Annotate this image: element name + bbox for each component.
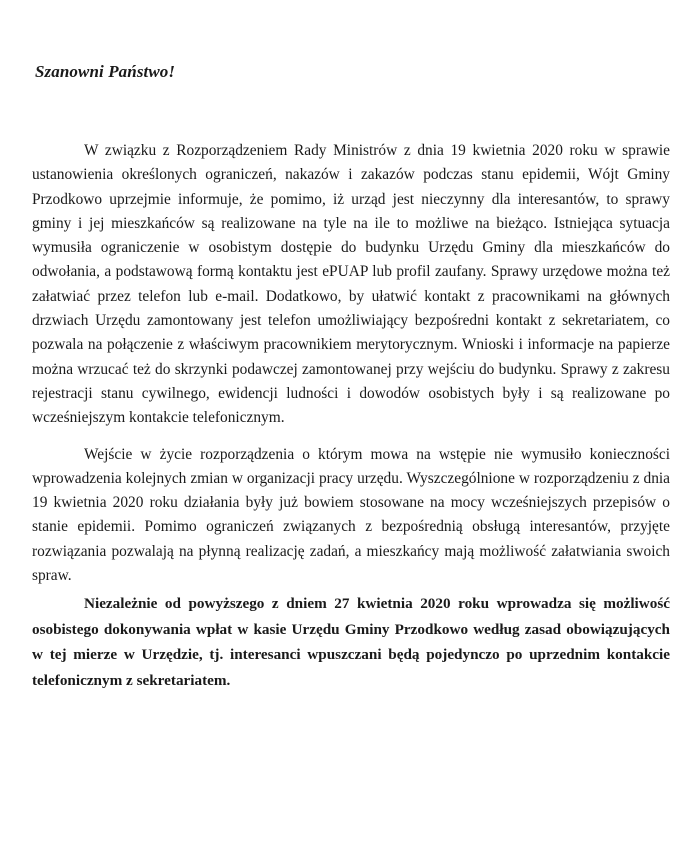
paragraph-regulation-info: W związku z Rozporządzeniem Rady Ministrów z dnia 19 kwietnia 2020 roku w sprawie ustanowienia określonych ograniczeń, nakazów i zakazów podczas stanu epidemii, Wójt Gminy Przodkowo uprzejmie informuje, że pomimo, iż urząd jest nieczynny dla interesantów, to sprawy gminy i jej mieszkańców są realizowane na tyle na ile to możliwe na bieżąco. Istniejąca sytuacja wymusiła ograniczenie w osobistym dostępie do budynku Urzędu Gminy dla mieszkańców do odwołania, a podstawową formą kontaktu jest ePUAP lub profil zaufany. Sprawy urzędowe można też załatwiać przez telefon lub e-mail. Dodatkowo, by ułatwić kontakt z pracownikami na głównych drzwiach Urzędu zamontowany jest telefon umożliwiający bezpośredni kontakt z sekretariatem, co pozwala na połączenie z właściwym pracownikiem merytorycznym. Wnioski i informacje na papierze można wrzucać też do skrzynki podawczej zamontowanej przy wejściu do budynku. Sprawy z zakresu rejestracji stanu cywilnego, ewidencji ludności i dowodów osobistych były i są realizowane po wcześniejszym kontakcie telefonicznym. [32, 142, 670, 427]
letter-greeting: Szanowni Państwo! [35, 62, 176, 81]
paragraph-payments-notice: Niezależnie od powyższego z dniem 27 kwietnia 2020 roku wprowadza się możliwość osobistego dokonywania wpłat w kasie Urzędu Gminy Przodkowo według zasad obowiązujących w tej mierze w Urzędzie, tj. interesanci wpuszczani będą pojedynczo po uprzednim kontakcie telefonicznym z sekretariatem. [32, 595, 670, 689]
paragraph-organization-changes: Wejście w życie rozporządzenia o którym mowa na wstępie nie wymusiło konieczności wprowadzenia kolejnych zmian w organizacji pracy urzędu. Wyszczególnione w rozporządzeniu z dnia 19 kwietnia 2020 roku działania były już bowiem stosowane na mocy wcześniejszych przepisów o stanie epidemii. Pomimo ograniczeń związanych z bezpośrednią obsługą interesantów, przyjęte rozwiązania pozwalają na płynną realizację zadań, a mieszkańcy mają możliwość załatwiania swoich spraw. [32, 445, 670, 585]
